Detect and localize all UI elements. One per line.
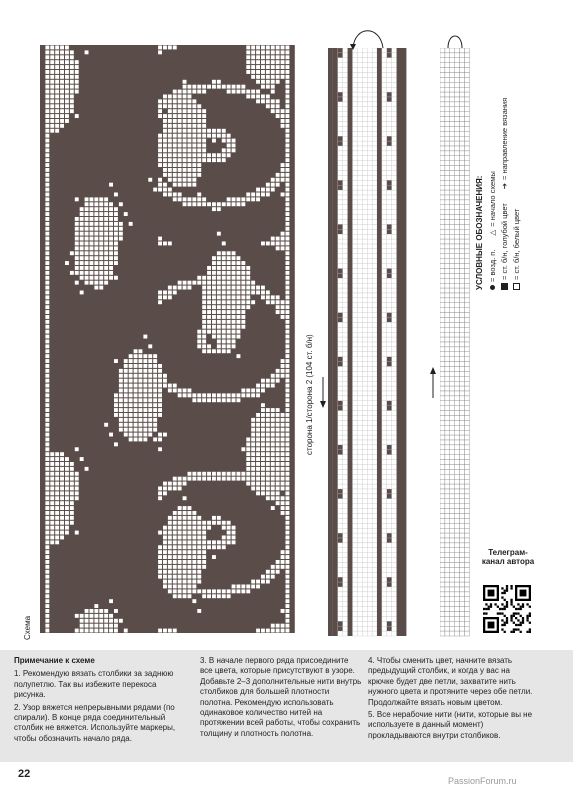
- legend-item: = возд. п.: [488, 249, 497, 282]
- start-arrow-icon: [440, 20, 470, 50]
- arrow-icon: ➔: [500, 182, 509, 190]
- dark-square-icon: [501, 283, 508, 290]
- notes-title: Примечание к схеме: [14, 656, 95, 665]
- direction-arrow-icon: [318, 375, 328, 410]
- legend-item: = ст. б/н, голубой цвет: [500, 203, 509, 280]
- white-square-icon: [513, 283, 520, 290]
- qr-code-icon[interactable]: [483, 585, 531, 633]
- side-strip-left: [328, 48, 408, 638]
- start-arrow-icon: [345, 20, 395, 50]
- notes-box: [0, 650, 573, 762]
- side-label: сторона 1/сторона 2 (104 ст. б/н): [305, 334, 314, 455]
- legend-item: = ст. б/н, белый цвет: [512, 208, 521, 280]
- schema-label: Схема: [23, 615, 32, 640]
- notes-column-2: [200, 656, 362, 741]
- note-item: 5. Все нерабочие нити (нити, которые вы не используете в данный момент) прокладываются внутри столбиков.: [368, 709, 533, 740]
- pattern-chart: [40, 45, 298, 637]
- side-strip-right: [440, 48, 470, 638]
- notes-column-3: [368, 656, 536, 743]
- legend-item: = направление вязания: [500, 97, 509, 180]
- page-number: 22: [18, 768, 31, 780]
- direction-arrow-icon: [428, 365, 438, 400]
- dot-icon: [490, 285, 495, 290]
- note-item: 3. В начале первого ряда присоедините все цвета, которые присутствуют в узоре. Добавьте 2–3 дополнительные нити внутрь столбиков для большей плотности полотна. Рекомендую использовать одинаковое количество нитей на протяжении всей работы, чтобы сохранить толщину и плотность полотна.: [200, 656, 362, 738]
- note-item: 1. Рекомендую вязать столбики за заднюю полупетлю. Так вы избежите перекоса рисунка.: [14, 669, 174, 700]
- legend-title: УСЛОВНЫЕ ОБОЗНАЧЕНИЯ:: [475, 175, 484, 290]
- watermark: PassionForum.ru: [448, 776, 517, 786]
- legend: УСЛОВНЫЕ ОБОЗНАЧЕНИЯ: = возд. п. △ = начало схемы = ст. б/н, голубой цвет ➔ = направление вязания = ст. б/н, белый цвет: [475, 30, 524, 290]
- notes-column-1: [14, 656, 190, 746]
- telegram-label: Телеграм-канал автора: [481, 548, 535, 567]
- note-item: 2. Узор вяжется непрерывными рядами (по спирали). В конце ряда соединительный столбик не вяжется. Используйте маркеры, чтобы обозначить начало ряда.: [14, 702, 176, 743]
- note-item: 4. Чтобы сменить цвет, начните вязать предыдущий столбик, и когда у вас на крючке будет две петли, захватите нить нужного цвета и протяните через обе петли. Продолжайте вязать новым цветом.: [368, 656, 533, 707]
- legend-item: = начало схемы: [488, 171, 497, 227]
